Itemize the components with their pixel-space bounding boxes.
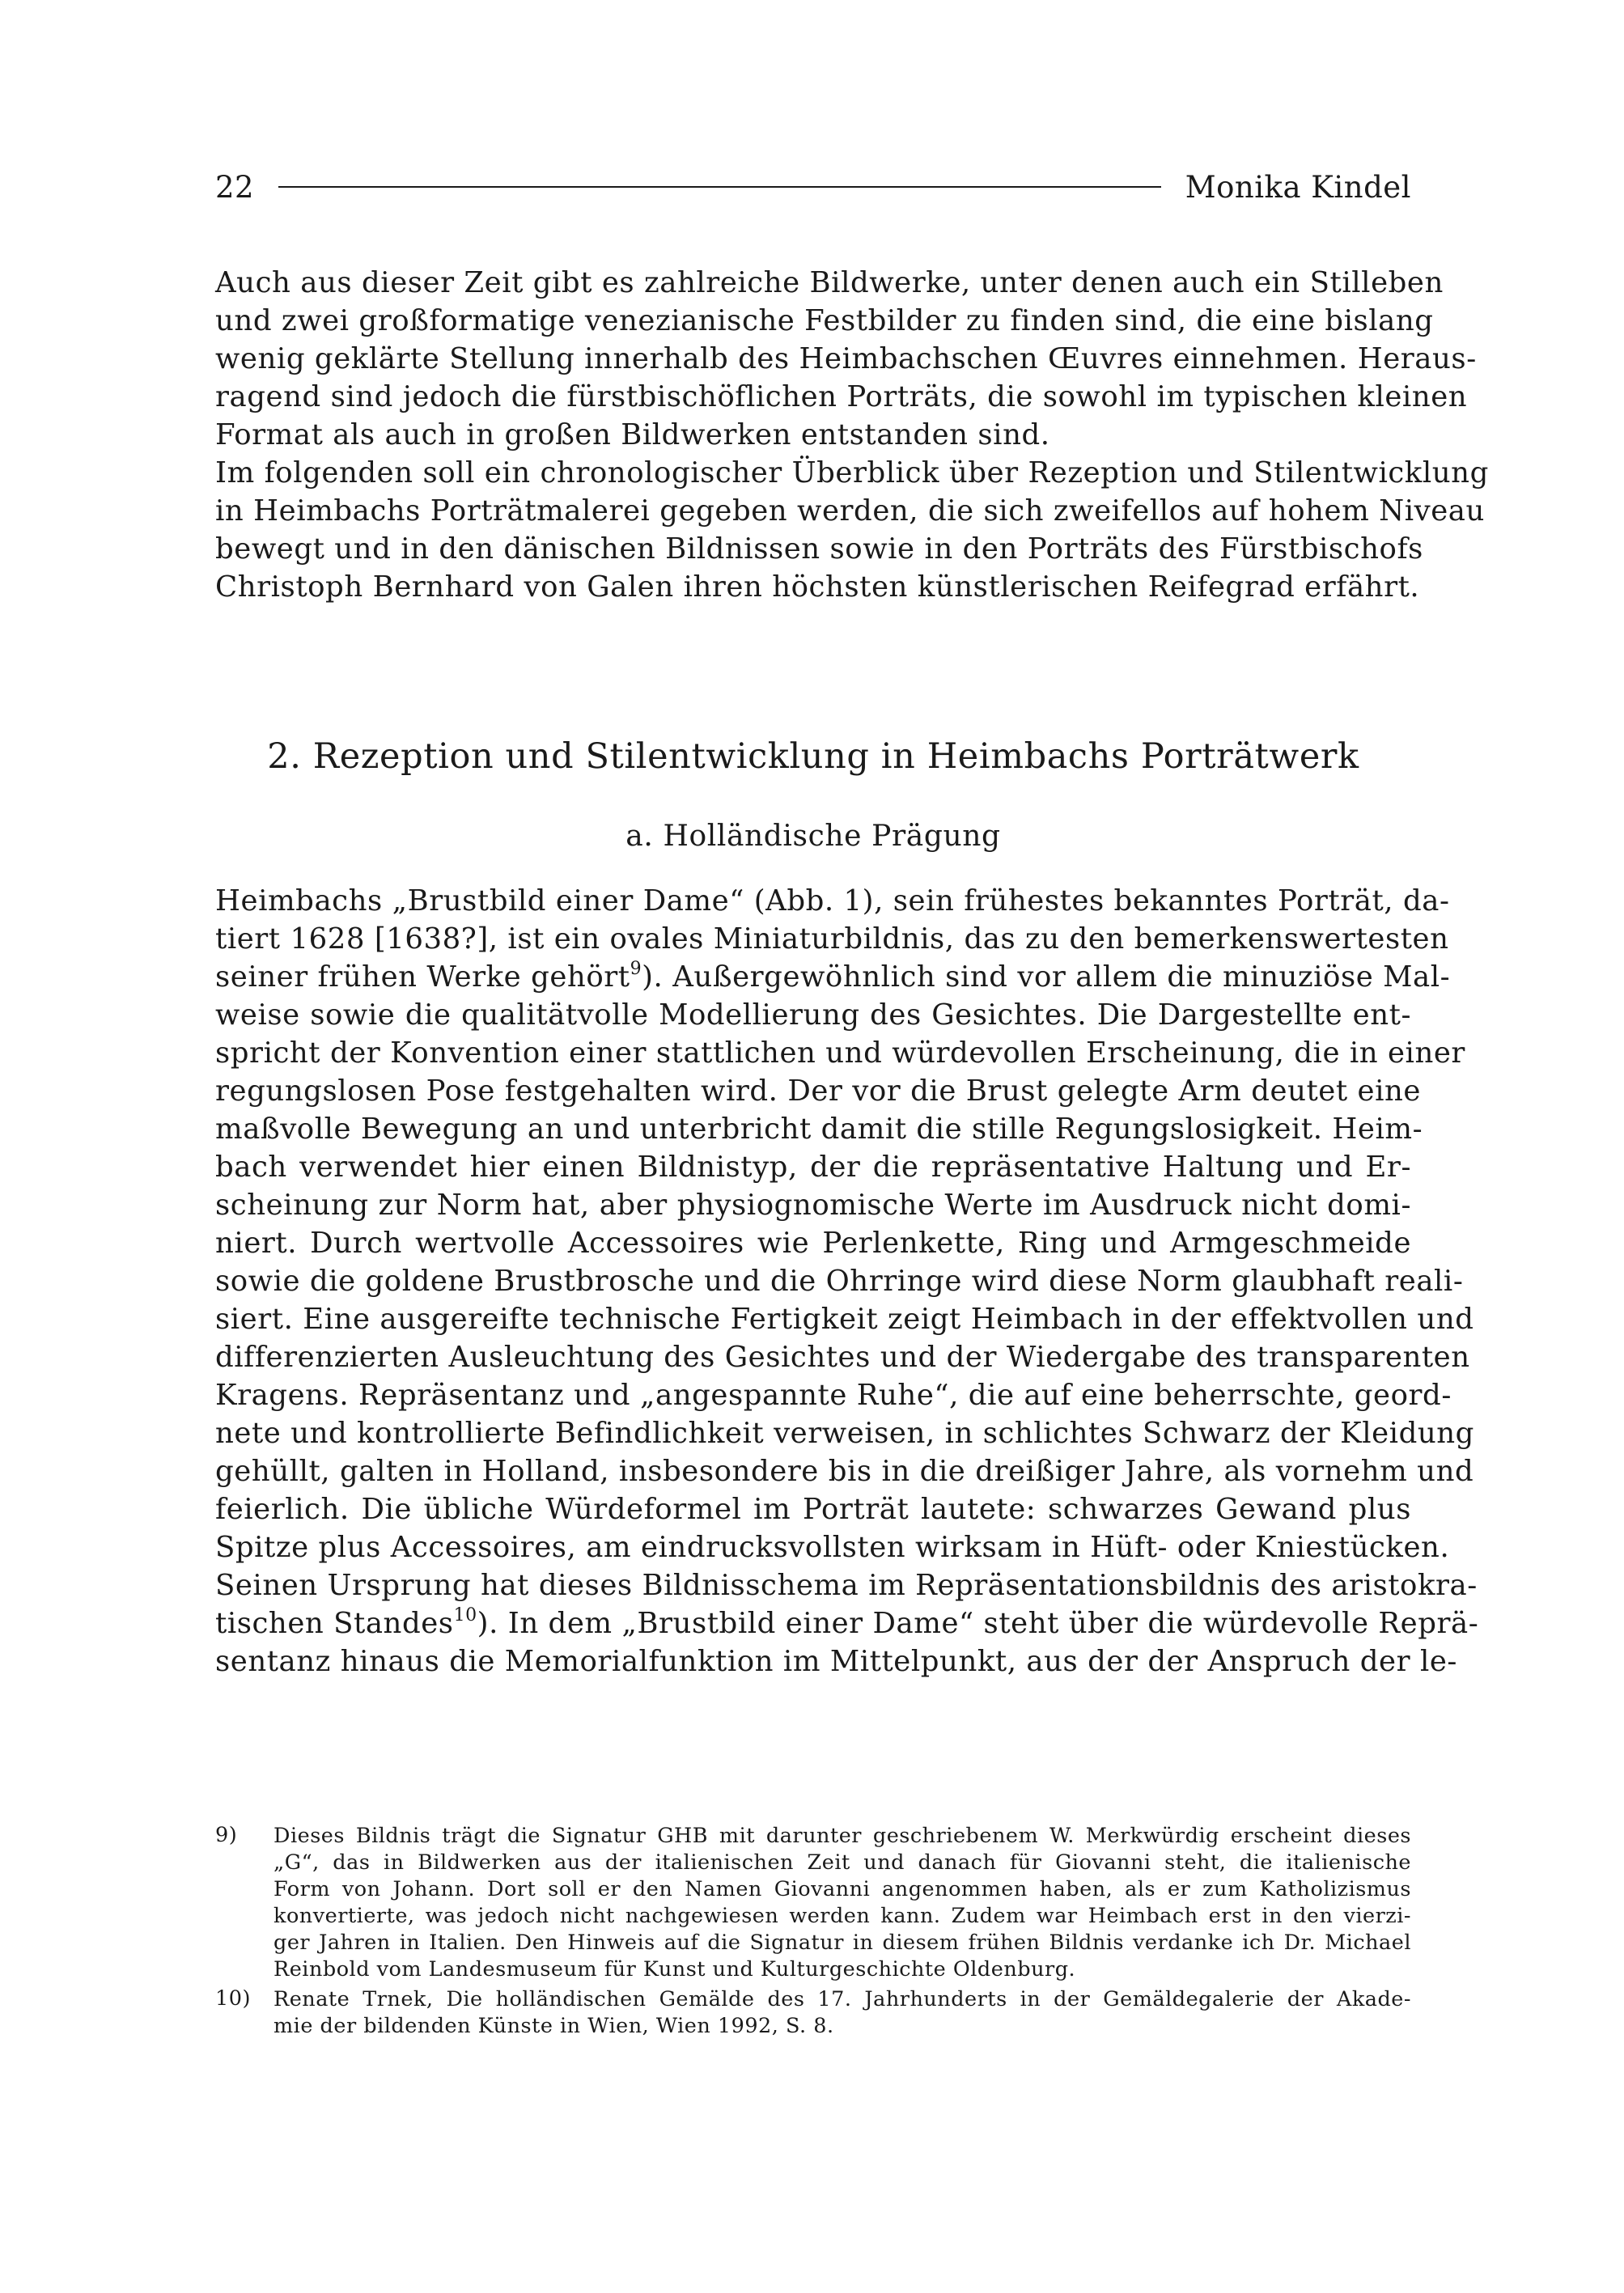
text-line: niert. Durch wertvolle Accessoires wie Perlenkette, Ring und Armgeschmeide xyxy=(215,1227,1411,1260)
footnote-10 xyxy=(215,1986,1411,2040)
section-subheading: a. Holländische Prägung xyxy=(625,820,1001,853)
text-line: feierlich. Die übliche Würdeformel im Porträt lautete: schwarzes Gewand plus xyxy=(215,1493,1411,1526)
section-heading: 2. Rezeption und Stilentwicklung in Heimbachs Porträtwerk xyxy=(267,736,1359,777)
text-line: differenzierten Ausleuchtung des Gesichtes und der Wiedergabe des transparenten xyxy=(215,1341,1470,1374)
footnote-line: mie der bildenden Künste in Wien, Wien 1992, S. 8. xyxy=(273,2014,834,2038)
text-line: bewegt und in den dänischen Bildnissen sowie in den Porträts des Fürstbischofs xyxy=(215,532,1423,566)
running-head-author: Monika Kindel xyxy=(1185,169,1411,205)
footnote-line: konvertierte, was jedoch nicht nachgewiesen werden kann. Zudem war Heimbach erst in den vierzi- xyxy=(273,1904,1411,1928)
text-line xyxy=(215,1604,1479,1642)
text-segment: tischen Standes xyxy=(215,1607,454,1640)
text-line: gehüllt, galten in Holland, insbesondere bis in die dreißiger Jahre, als vornehm und xyxy=(215,1455,1474,1488)
footnote-line: „G“, das in Bildwerken aus der italienischen Zeit und danach für Giovanni steht, die italienische xyxy=(273,1850,1411,1875)
text-line: Heimbachs „Brustbild einer Dame“ (Abb. 1), sein frühestes bekanntes Porträt, da- xyxy=(215,884,1450,918)
text-segment: ). Außergewöhnlich sind vor allem die minuziöse Mal- xyxy=(642,960,1451,994)
footnotes xyxy=(215,1823,1411,2040)
text-line: tiert 1628 [1638?], ist ein ovales Miniaturbildnis, das zu den bemerkenswertesten xyxy=(215,922,1449,956)
footnote-reference[interactable]: 10 xyxy=(453,1605,477,1625)
text-line xyxy=(215,958,1451,996)
text-line: regungslosen Pose festgehalten wird. Der vor die Brust gelegte Arm deutet eine xyxy=(215,1074,1421,1108)
text-segment: ). In dem „Brustbild einer Dame“ steht über die würdevolle Reprä- xyxy=(477,1607,1479,1640)
text-line: Format als auch in großen Bildwerken entstanden sind. xyxy=(215,418,1050,451)
text-line: in Heimbachs Porträtmalerei gegeben werden, die sich zweifellos auf hohem Niveau xyxy=(215,494,1485,528)
text-line: Christoph Bernhard von Galen ihren höchsten künstlerischen Reifegrad erfährt. xyxy=(215,570,1420,604)
footnote-line: Renate Trnek, Die holländischen Gemälde des 17. Jahrhunderts in der Gemäldegalerie der Akade- xyxy=(273,1987,1411,2011)
text-line: spricht der Konvention einer stattlichen und würdevollen Erscheinung, die in einer xyxy=(215,1036,1465,1070)
text-segment: seiner frühen Werke gehört xyxy=(215,960,630,994)
text-line: wenig geklärte Stellung innerhalb des Heimbachschen Œuvres einnehmen. Heraus- xyxy=(215,342,1477,375)
text-line: weise sowie die qualitätvolle Modellierung des Gesichtes. Die Dargestellte ent- xyxy=(215,998,1411,1032)
text-line: nete und kontrollierte Befindlichkeit verweisen, in schlichtes Schwarz der Kleidung xyxy=(215,1417,1474,1450)
text-line: Kragens. Repräsentanz und „angespannte Ruhe“, die auf eine beherrschte, geord- xyxy=(215,1379,1452,1412)
text-line: sowie die goldene Brustbrosche und die Ohrringe wird diese Norm glaubhaft reali- xyxy=(215,1265,1464,1298)
text-line: maßvolle Bewegung an und unterbricht damit die stille Regungslosigkeit. Heim- xyxy=(215,1113,1423,1146)
body-paragraph xyxy=(215,882,1479,1681)
footnote-line: Form von Johann. Dort soll er den Namen Giovanni angenommen haben, als er zum Katholizismus xyxy=(273,1877,1411,1901)
text-line: sentanz hinaus die Memorialfunktion im Mittelpunkt, aus der der Anspruch der le- xyxy=(215,1645,1457,1678)
footnote-9 xyxy=(215,1823,1411,1983)
running-header xyxy=(215,167,1411,207)
intro-paragraph-1 xyxy=(215,264,1477,454)
footnote-number: 9) xyxy=(215,1823,238,1847)
footnote-line: Reinbold vom Landesmuseum für Kunst und Kulturgeschichte Oldenburg. xyxy=(273,1957,1076,1981)
intro-paragraph-2 xyxy=(215,454,1489,606)
text-line: scheinung zur Norm hat, aber physiognomische Werte im Ausdruck nicht domi- xyxy=(215,1189,1411,1222)
text-line: Auch aus dieser Zeit gibt es zahlreiche Bildwerke, unter denen auch ein Stilleben xyxy=(215,266,1444,299)
footnote-number: 10) xyxy=(215,1986,251,2011)
text-line: ragend sind jedoch die fürstbischöflichen Porträts, die sowohl im typischen kleinen xyxy=(215,380,1468,413)
footnote-reference[interactable]: 9 xyxy=(630,959,642,979)
text-line: Spitze plus Accessoires, am eindrucksvollsten wirksam in Hüft- oder Kniestücken. xyxy=(215,1531,1450,1564)
footnote-line: ger Jahren in Italien. Den Hinweis auf die Signatur in diesem frühen Bildnis verdanke ich Dr. Michael xyxy=(273,1931,1411,1955)
text-line: siert. Eine ausgereifte technische Fertigkeit zeigt Heimbach in der effektvollen und xyxy=(215,1303,1474,1336)
text-line: Seinen Ursprung hat dieses Bildnisschema im Repräsentationsbildnis des aristokra- xyxy=(215,1569,1478,1602)
page-number: 22 xyxy=(215,169,255,205)
text-line: bach verwendet hier einen Bildnistyp, der die repräsentative Haltung und Er- xyxy=(215,1151,1411,1184)
text-line: Im folgenden soll ein chronologischer Überblick über Rezeption und Stilentwicklung xyxy=(215,456,1489,490)
text-line: und zwei großformatige venezianische Festbilder zu finden sind, die eine bislang xyxy=(215,304,1434,337)
footnote-line: Dieses Bildnis trägt die Signatur GHB mit darunter geschriebenem W. Merkwürdig erscheint dieses xyxy=(273,1824,1411,1848)
header-rule xyxy=(278,186,1161,188)
